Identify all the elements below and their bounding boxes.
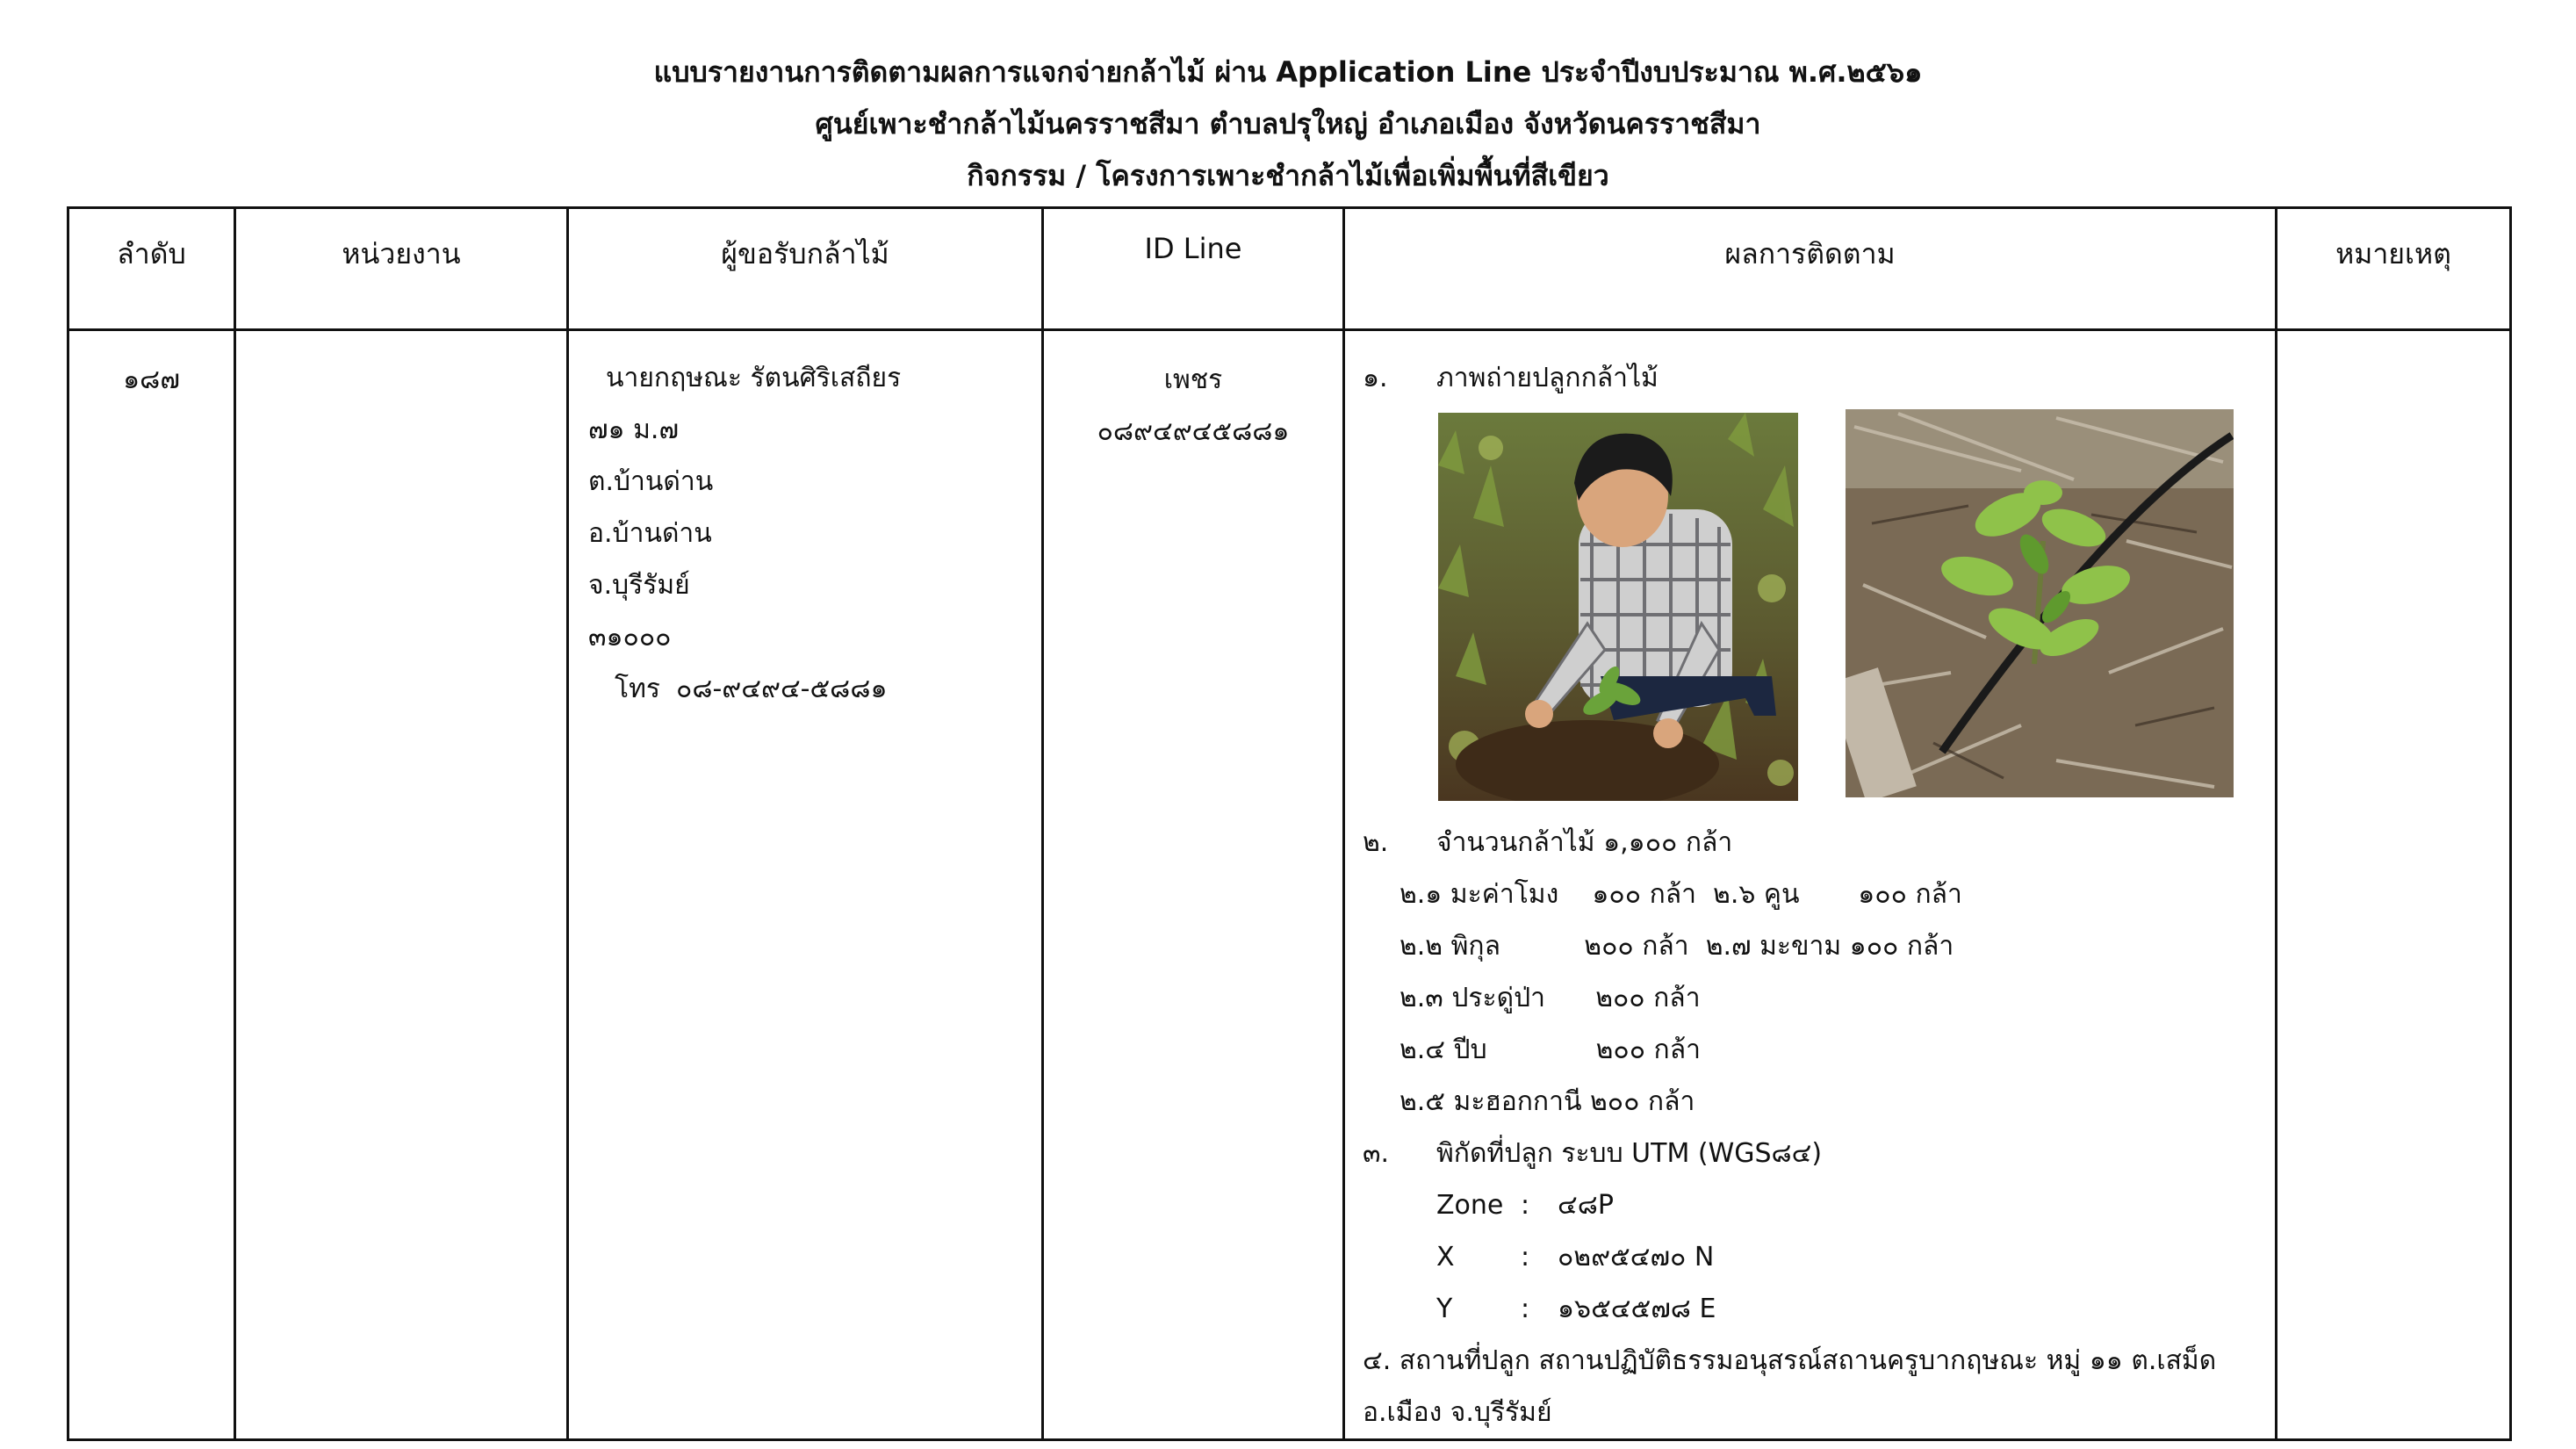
col-header-result: ผลการติดตาม — [1344, 208, 2277, 330]
id-line-number: ๐๘๙๔๙๔๕๘๘๑ — [1097, 416, 1290, 447]
address-line: ๗๑ ม.๗ — [588, 415, 680, 445]
item-label: ภาพถ่ายปลูกกล้าไม้ — [1436, 363, 1659, 393]
species-line: ๒.๓ ประดู่ป่า ๒๐๐ กล้า — [1400, 983, 1701, 1013]
coord-label: Y — [1436, 1294, 1453, 1324]
coord-value: ๑๖๕๔๕๗๘ E — [1558, 1294, 1716, 1324]
requester-cell — [568, 330, 1043, 1440]
species-line: ๒.๑ มะค่าโมง ๑๐๐ กล้า ๒.๖ คูน ๑๐๐ กล้า — [1400, 879, 1962, 910]
id-line-cell — [1043, 330, 1344, 1440]
coord-label: Zone — [1436, 1190, 1504, 1221]
table-header-row — [68, 208, 2511, 330]
photo-group — [1363, 404, 2275, 817]
coord-label: X — [1436, 1242, 1455, 1272]
result-cell — [1344, 330, 2277, 1440]
col-header-agency: หน่วยงาน — [235, 208, 568, 330]
result-item-location-cont: อ.เมือง จ.บุรีรัมย์ — [1363, 1397, 1552, 1428]
coord-value: ๔๘P — [1558, 1190, 1614, 1221]
result-item-photos — [1363, 352, 2275, 404]
phone-label: โทร — [615, 674, 661, 704]
report-title: แบบรายงานการติดตามผลการแจกจ่ายกล้าไม้ ผ่าน Application Line ประจำปีงบประมาณ พ.ศ.๒๕๖๑ — [653, 55, 1923, 89]
result-item-location: ๔. สถานที่ปลูก สถานปฏิบัติธรรมอนุสรณ์สถานครูบากฤษณะ หมู่ ๑๑ ต.เสม็ด — [1363, 1345, 2217, 1376]
col-header-order: ลำดับ — [68, 208, 235, 330]
remark-cell — [2277, 330, 2511, 1440]
report-subtitle-office: ศูนย์เพาะชำกล้าไม้นครราชสีมา ตำบลปรุใหญ่ อำเภอเมือง จังหวัดนครราชสีมา — [815, 107, 1761, 141]
species-line: ๒.๒ พิกุล ๒๐๐ กล้า ๒.๗ มะขาม ๑๐๐ กล้า — [1400, 931, 1954, 962]
item-label: จำนวนกล้าไม้ ๑,๑๐๐ กล้า — [1436, 827, 1733, 858]
coordinate-y — [1363, 1283, 2275, 1335]
coordinate-x — [1363, 1231, 2275, 1283]
phone-number: ๐๘-๙๔๙๔-๕๘๘๑ — [676, 674, 888, 704]
item-label: พิกัดที่ปลูก ระบบ UTM (WGS๘๔) — [1436, 1138, 1823, 1169]
col-header-id-line: ID Line — [1043, 208, 1344, 330]
table-row — [68, 330, 2511, 1440]
coordinate-zone — [1363, 1179, 2275, 1231]
id-line-name: เพชร — [1163, 364, 1223, 395]
address-line: ต.บ้านด่าน — [588, 466, 714, 497]
item-number: ๒. — [1363, 827, 1389, 858]
coord-separator: : — [1521, 1190, 1530, 1221]
address-line: ๓๑๐๐๐ — [588, 622, 672, 652]
address-line: จ.บุรีรัมย์ — [588, 570, 690, 601]
report-table — [67, 206, 2512, 1441]
result-item-quantity — [1363, 817, 2275, 869]
order-cell — [68, 330, 235, 1440]
item-number: ๓. — [1363, 1138, 1390, 1169]
coord-value: ๐๒๙๕๔๗๐ N — [1558, 1242, 1715, 1272]
address-line: อ.บ้านด่าน — [588, 518, 712, 549]
report-subtitle-activity: กิจกรรม / โครงการเพาะชำกล้าไม้เพื่อเพิ่มพื้นที่สีเขียว — [967, 159, 1609, 192]
agency-cell — [235, 330, 568, 1440]
result-item-coordinates — [1363, 1128, 2275, 1179]
coord-separator: : — [1521, 1242, 1530, 1272]
coord-separator: : — [1521, 1294, 1530, 1324]
person-planting-seedling-photo — [1438, 413, 1798, 801]
requester-name: นายกฤษณะ รัตนศิริเสถียร — [606, 363, 902, 393]
item-number: ๑. — [1363, 363, 1388, 393]
col-header-remark: หมายเหตุ — [2277, 208, 2511, 330]
order-number: ๑๘๗ — [123, 364, 180, 395]
requester-phone — [588, 663, 1041, 715]
planted-seedling-photo — [1846, 409, 2234, 797]
col-header-requester: ผู้ขอรับกล้าไม้ — [568, 208, 1043, 330]
species-line: ๒.๕ มะฮอกกานี ๒๐๐ กล้า — [1400, 1086, 1695, 1117]
species-line: ๒.๔ ปีบ ๒๐๐ กล้า — [1400, 1034, 1701, 1065]
